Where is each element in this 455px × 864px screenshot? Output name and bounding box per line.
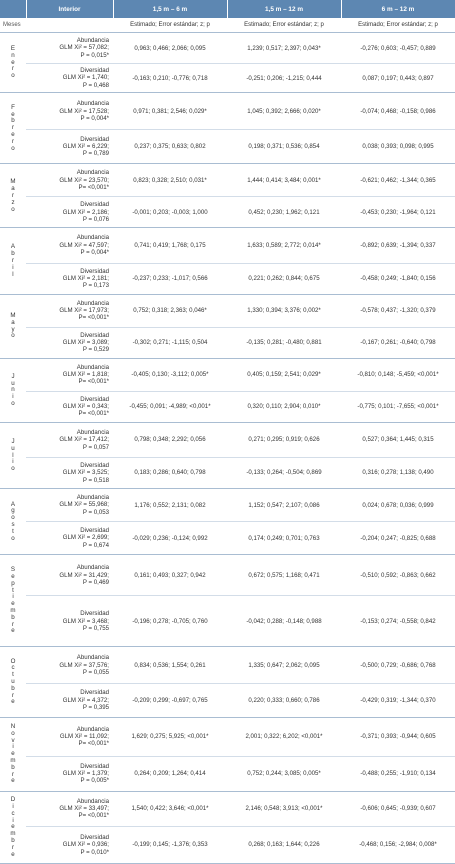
month-label: N o v i e m b r e: [10, 722, 16, 785]
glm-stat-line: P= <0,001*: [78, 314, 109, 322]
month-cell: [0, 228, 26, 294]
month-label: E n e r o: [10, 45, 16, 80]
header-interior: Interior: [26, 0, 113, 18]
month-label: O c t u b r e: [10, 657, 16, 706]
metric-name: Abundancia: [76, 234, 109, 242]
table-row: [0, 294, 455, 327]
interior-cell: [26, 596, 113, 647]
glm-stat-line: P= <0,001*: [78, 812, 109, 820]
estimate-cell-2: 1,330; 0,394; 3,376; 0,002*: [227, 294, 341, 327]
month-label: A b r i l: [10, 243, 16, 278]
glm-stat-line: GLM Xi² = 1,379;: [62, 769, 109, 777]
estimate-cell-2: 1,444; 0,414; 3,484; 0,001*: [227, 164, 341, 197]
table-row: [0, 457, 455, 488]
glm-stat-line: P = 0,053: [82, 508, 109, 516]
interior-cell: [26, 457, 113, 488]
interior-cell: [26, 791, 113, 826]
glm-stat-line: P = 0,469: [82, 578, 109, 586]
interior-cell: [26, 422, 113, 457]
table-row: [0, 422, 455, 457]
glm-stat-line: GLM Xi² = 23,570;: [59, 176, 109, 184]
table-row: [0, 197, 455, 228]
interior-cell: [26, 488, 113, 521]
estimate-cell-2: -0,251; 0,206; -1,215; 0,444: [227, 64, 341, 93]
glm-stat-line: GLM Xi² = 0,343;: [62, 403, 109, 411]
glm-stat-line: GLM Xi² = 47,597;: [59, 241, 109, 249]
metric-name: Diversidad: [80, 689, 109, 697]
estimate-cell-2: -0,133; 0,264; -0,504; 0,869: [227, 457, 341, 488]
estimate-cell-3: -0,510; 0,592; -0,863; 0,662: [341, 555, 455, 596]
estimate-cell-3: 0,316; 0,278; 1,138; 0,490: [341, 457, 455, 488]
metric-name: Abundancia: [76, 654, 109, 662]
month-label: A g o s t o: [10, 500, 16, 542]
glm-stat-line: GLM Xi² = 1,740;: [62, 74, 109, 82]
estimate-cell-2: 0,271; 0,295; 0,919; 0,626: [227, 422, 341, 457]
glm-stat-line: P= <0,001*: [78, 740, 109, 748]
glm-stat-line: P = 0,015*: [80, 51, 109, 59]
glm-stat-line: GLM Xi² = 55,968;: [59, 501, 109, 509]
metric-name: Diversidad: [80, 267, 109, 275]
table-row: [0, 164, 455, 197]
estimate-cell-1: 0,183; 0,286; 0,640; 0,798: [113, 457, 227, 488]
glm-stat-line: GLM Xi² = 0,936;: [62, 841, 109, 849]
month-cell: [0, 358, 26, 422]
metric-name: Diversidad: [80, 67, 109, 75]
metric-name: Diversidad: [80, 331, 109, 339]
table-row: [0, 647, 455, 684]
estimate-cell-2: 0,672; 0,575; 1,168; 0,471: [227, 555, 341, 596]
header-range-1: 1,5 m – 6 m: [113, 0, 227, 18]
glm-stat-line: GLM Xi² = 1,818;: [62, 371, 109, 379]
glm-stat-line: P = 0,674: [82, 541, 109, 549]
estimate-cell-2: 0,452; 0,230; 1,962; 0,121: [227, 197, 341, 228]
interior-cell: [26, 93, 113, 130]
interior-cell: [26, 684, 113, 717]
month-cell: [0, 294, 26, 358]
estimate-cell-3: -0,167; 0,261; -0,640; 0,798: [341, 327, 455, 358]
interior-cell: [26, 197, 113, 228]
interior-cell: [26, 756, 113, 791]
estimate-cell-1: 1,540; 0,422; 3,646; <0,001*: [113, 791, 227, 826]
estimate-cell-2: 1,335; 0,647; 2,062; 0,095: [227, 647, 341, 684]
estimate-cell-2: 1,633; 0,589; 2,772; 0,014*: [227, 228, 341, 263]
estimate-cell-3: 0,087; 0,197; 0,443; 0,897: [341, 64, 455, 93]
estimate-cell-3: -0,429; 0,319; -1,344; 0,370: [341, 684, 455, 717]
estimate-cell-1: -0,209; 0,299; -0,697; 0,765: [113, 684, 227, 717]
estimate-cell-1: 0,971; 0,381; 2,546; 0,029*: [113, 93, 227, 130]
glm-stat-line: P = 0,789: [82, 150, 109, 158]
estimate-cell-1: -0,196; 0,278; -0,705; 0,760: [113, 596, 227, 647]
subheader-meses: Meses: [0, 18, 26, 33]
table-body: [0, 33, 455, 864]
estimate-cell-1: 0,752; 0,318; 2,363; 0,046*: [113, 294, 227, 327]
table-row: [0, 93, 455, 130]
month-cell: [0, 488, 26, 554]
table-row: [0, 391, 455, 422]
glm-stat-line: GLM Xi² = 6,229;: [62, 143, 109, 151]
glm-stat-line: GLM Xi² = 17,412;: [59, 436, 109, 444]
estimate-cell-1: 0,264; 0,209; 1,264; 0,414: [113, 756, 227, 791]
estimate-cell-3: -0,468; 0,156; -2,984; 0,008*: [341, 826, 455, 863]
estimate-cell-1: 0,823; 0,328; 2,510; 0,031*: [113, 164, 227, 197]
interior-cell: [26, 826, 113, 863]
table-row: [0, 64, 455, 93]
interior-cell: [26, 294, 113, 327]
table-row: [0, 228, 455, 263]
glm-stat-line: P = 0,395: [82, 704, 109, 712]
estimate-cell-3: -0,606; 0,645; -0,939; 0,607: [341, 791, 455, 826]
metric-name: Diversidad: [80, 762, 109, 770]
glm-stat-line: P = 0,055: [82, 669, 109, 677]
subheader-estimate-2: Estimado; Error estándar; z; p: [227, 18, 341, 33]
glm-stat-line: GLM Xi² = 11,092;: [59, 732, 109, 740]
header-row: [0, 0, 455, 18]
estimate-cell-1: 0,237; 0,375; 0,633; 0,802: [113, 130, 227, 164]
estimate-cell-2: 0,174; 0,249; 0,701; 0,763: [227, 522, 341, 555]
glm-stat-line: GLM Xi² = 57,082;: [59, 44, 109, 52]
table-row: [0, 33, 455, 64]
glm-stat-line: P = 0,004*: [80, 249, 109, 257]
subheader-blank: [26, 18, 113, 33]
estimate-cell-3: -0,488; 0,255; -1,910; 0,134: [341, 756, 455, 791]
glm-stat-line: GLM Xi² = 17,973;: [59, 306, 109, 314]
interior-cell: [26, 717, 113, 756]
metric-name: Abundancia: [76, 100, 109, 108]
estimate-cell-3: 0,527; 0,364; 1,445; 0,315: [341, 422, 455, 457]
estimate-cell-3: -0,500; 0,729; -0,686; 0,768: [341, 647, 455, 684]
metric-name: Abundancia: [76, 564, 109, 572]
metric-name: Abundancia: [76, 169, 109, 177]
metric-name: Diversidad: [80, 610, 109, 618]
table-row: [0, 327, 455, 358]
estimate-cell-3: -0,810; 0,148; -5,459; <0,001*: [341, 358, 455, 391]
estimate-cell-2: 2,146; 0,548; 3,913; <0,001*: [227, 791, 341, 826]
interior-cell: [26, 130, 113, 164]
estimate-cell-1: 1,629; 0,275; 5,925; <0,001*: [113, 717, 227, 756]
estimate-cell-1: 0,798; 0,348; 2,292; 0,056: [113, 422, 227, 457]
month-cell: [0, 422, 26, 488]
estimate-cell-2: 0,221; 0,262; 0,844; 0,675: [227, 263, 341, 294]
glm-stat-line: GLM Xi² = 33,497;: [59, 805, 109, 813]
estimate-cell-3: -0,458; 0,249; -1,840; 0,156: [341, 263, 455, 294]
estimate-cell-1: -0,405; 0,130; -3,112; 0,005*: [113, 358, 227, 391]
estimate-cell-1: -0,302; 0,271; -1,115; 0,504: [113, 327, 227, 358]
estimate-cell-1: 0,963; 0,466; 2,066; 0,095: [113, 33, 227, 64]
metric-name: Abundancia: [76, 363, 109, 371]
glm-stat-line: P= <0,001*: [78, 410, 109, 418]
estimate-cell-1: -0,029; 0,236; -0,124; 0,992: [113, 522, 227, 555]
table-row: [0, 358, 455, 391]
interior-cell: [26, 228, 113, 263]
estimate-cell-3: -0,775; 0,101; -7,655; <0,001*: [341, 391, 455, 422]
month-cell: [0, 164, 26, 228]
estimate-cell-3: -0,621; 0,462; -1,344; 0,365: [341, 164, 455, 197]
glm-stat-line: GLM Xi² = 17,528;: [59, 107, 109, 115]
table-row: [0, 130, 455, 164]
metric-name: Abundancia: [76, 37, 109, 45]
interior-cell: [26, 64, 113, 93]
estimate-cell-2: 1,152; 0,547; 2,107; 0,086: [227, 488, 341, 521]
glm-stat-line: P = 0,468: [82, 81, 109, 89]
table-header: [0, 0, 455, 33]
month-cell: [0, 717, 26, 791]
estimate-cell-3: -0,578; 0,437; -1,320; 0,379: [341, 294, 455, 327]
metric-name: Abundancia: [76, 725, 109, 733]
estimate-cell-3: -0,204; 0,247; -0,825; 0,688: [341, 522, 455, 555]
month-label: J u l i o: [11, 437, 15, 473]
estimate-cell-2: 0,752; 0,244; 3,085; 0,005*: [227, 756, 341, 791]
glm-stat-line: GLM Xi² = 2,186;: [62, 208, 109, 216]
estimate-cell-1: 0,834; 0,536; 1,554; 0,261: [113, 647, 227, 684]
estimate-cell-1: 1,176; 0,552; 2,131; 0,082: [113, 488, 227, 521]
subheader-estimate-3: Estimado; Error estándar; z; p: [341, 18, 455, 33]
estimate-cell-2: 0,405; 0,159; 2,541; 0,029*: [227, 358, 341, 391]
glm-stat-line: GLM Xi² = 3,468;: [62, 617, 109, 625]
estimate-cell-2: -0,042; 0,288; -0,148; 0,988: [227, 596, 341, 647]
table-row: [0, 684, 455, 717]
month-label: M a y o: [10, 312, 16, 340]
estimate-cell-2: 0,268; 0,163; 1,644; 0,226: [227, 826, 341, 863]
estimate-cell-1: -0,163; 0,210; -0,776; 0,718: [113, 64, 227, 93]
estimate-cell-2: 2,001; 0,322; 6,202; <0,001*: [227, 717, 341, 756]
table-row: [0, 488, 455, 521]
estimate-cell-2: 0,320; 0,110; 2,904; 0,010*: [227, 391, 341, 422]
estimate-cell-3: -0,074; 0,468; -0,158; 0,986: [341, 93, 455, 130]
glm-stat-line: GLM Xi² = 31,429;: [59, 571, 109, 579]
month-label: J u n i o: [11, 372, 15, 407]
metric-name: Abundancia: [76, 797, 109, 805]
interior-cell: [26, 522, 113, 555]
interior-cell: [26, 33, 113, 64]
estimate-cell-1: -0,199; 0,145; -1,376; 0,353: [113, 826, 227, 863]
metric-name: Abundancia: [76, 299, 109, 307]
glm-stat-line: GLM Xi² = 4,372;: [62, 696, 109, 704]
estimate-cell-3: -0,892; 0,639; -1,394; 0,337: [341, 228, 455, 263]
estimate-cell-3: -0,276; 0,603; -0,457; 0,889: [341, 33, 455, 64]
metric-name: Abundancia: [76, 428, 109, 436]
month-label: F e b r e r o: [11, 103, 15, 152]
estimate-cell-1: -0,237; 0,233; -1,017; 0,566: [113, 263, 227, 294]
metric-name: Diversidad: [80, 833, 109, 841]
month-cell: [0, 93, 26, 164]
glm-stat-line: P= <0,001*: [78, 378, 109, 386]
metric-name: Abundancia: [76, 494, 109, 502]
table-row: [0, 263, 455, 294]
glm-stat-line: P= <0,001*: [78, 183, 109, 191]
metric-name: Diversidad: [80, 395, 109, 403]
estimate-cell-3: 0,038; 0,393; 0,098; 0,995: [341, 130, 455, 164]
estimate-cell-3: -0,371; 0,393; -0,944; 0,605: [341, 717, 455, 756]
interior-cell: [26, 358, 113, 391]
interior-cell: [26, 263, 113, 294]
interior-cell: [26, 647, 113, 684]
glm-stat-line: P = 0,518: [82, 476, 109, 484]
glm-stat-line: P = 0,057: [82, 443, 109, 451]
estimate-cell-2: -0,135; 0,281; -0,480; 0,881: [227, 327, 341, 358]
estimate-cell-1: -0,455; 0,091; -4,989; <0,001*: [113, 391, 227, 422]
metric-name: Diversidad: [80, 461, 109, 469]
month-cell: [0, 647, 26, 717]
subheader-estimate-1: Estimado; Error estándar; z; p: [113, 18, 227, 33]
month-cell: [0, 555, 26, 647]
month-label: S e p t i e m b r e: [10, 566, 16, 635]
table-row: [0, 756, 455, 791]
glm-stat-line: GLM Xi² = 37,576;: [59, 661, 109, 669]
table-row: [0, 555, 455, 596]
glm-stat-line: P = 0,755: [82, 624, 109, 632]
interior-cell: [26, 555, 113, 596]
metric-name: Diversidad: [80, 527, 109, 535]
header-range-2: 1,5 m – 12 m: [227, 0, 341, 18]
glm-stat-line: GLM Xi² = 2,181;: [62, 274, 109, 282]
glm-stat-line: P = 0,076: [82, 216, 109, 224]
glm-stat-line: P = 0,004*: [80, 114, 109, 122]
metric-name: Diversidad: [80, 135, 109, 143]
estimate-cell-1: 0,161; 0,493; 0,327; 0,942: [113, 555, 227, 596]
glm-stat-line: GLM Xi² = 2,699;: [62, 534, 109, 542]
metric-name: Diversidad: [80, 201, 109, 209]
estimate-cell-2: 1,045; 0,392; 2,666; 0,020*: [227, 93, 341, 130]
glm-stat-line: P = 0,005*: [80, 777, 109, 785]
glm-stat-line: P = 0,173: [82, 282, 109, 290]
estimate-cell-3: -0,153; 0,274; -0,558; 0,842: [341, 596, 455, 647]
glm-stat-line: GLM Xi² = 3,525;: [62, 469, 109, 477]
glm-stat-line: P = 0,529: [82, 346, 109, 354]
glm-stat-line: P = 0,010*: [80, 848, 109, 856]
estimate-cell-1: 0,741; 0,419; 1,768; 0,175: [113, 228, 227, 263]
estimate-cell-1: -0,001; 0,203; -0,003; 1,000: [113, 197, 227, 228]
table-row: [0, 791, 455, 826]
estimate-cell-3: -0,453; 0,230; -1,964; 0,121: [341, 197, 455, 228]
table-row: [0, 596, 455, 647]
header-range-3: 6 m – 12 m: [341, 0, 455, 18]
month-label: D i c i e m b r e: [10, 796, 16, 858]
interior-cell: [26, 164, 113, 197]
estimate-cell-3: 0,024; 0,678; 0,036; 0,999: [341, 488, 455, 521]
interior-cell: [26, 391, 113, 422]
header-blank: [0, 0, 26, 18]
estimate-cell-2: 0,220; 0,333; 0,660; 0,786: [227, 684, 341, 717]
interior-cell: [26, 327, 113, 358]
table-row: [0, 717, 455, 756]
month-cell: [0, 791, 26, 863]
month-label: M a r z o: [10, 178, 16, 213]
table-row: [0, 522, 455, 555]
estimate-cell-2: 0,198; 0,371; 0,536; 0,854: [227, 130, 341, 164]
table-row: [0, 826, 455, 863]
glm-stat-line: GLM Xi² = 3,089;: [62, 339, 109, 347]
subheader-row: [0, 18, 455, 33]
month-cell: [0, 33, 26, 93]
estimate-cell-2: 1,239; 0,517; 2,397; 0,043*: [227, 33, 341, 64]
